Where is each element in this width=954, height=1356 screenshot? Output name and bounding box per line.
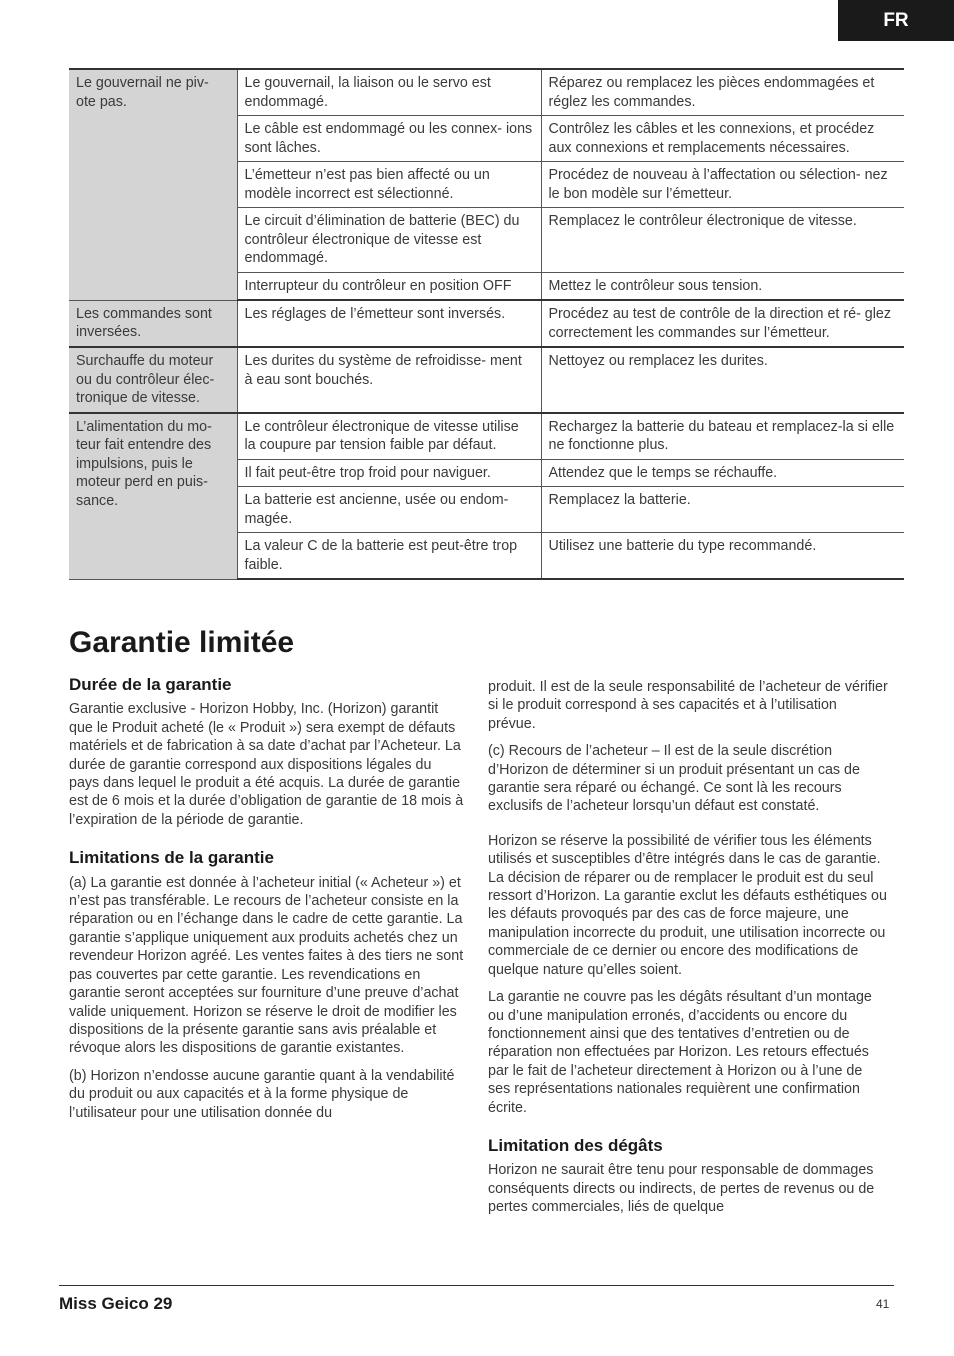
limitations-paragraph-b-continued: produit. Il est de la seule responsabilité de l’acheteur de vérifier si le produit correspond à ses capacités et à l’utilisation prévue. (488, 679, 888, 732)
duration-paragraph: Garantie exclusive - Horizon Hobby, Inc. (Horizon) garantit que le Produit acheté (le « Produit ») sera exempt de défauts matériels et de fabrication à sa date d’achat par l’Acheteur. La durée de garantie correspond aux dispositions légales du pays dans lequel le produit a été acquis. La durée de garantie est de 6 mois et la durée d’obligation de garantie de 18 mois à l’expiration de la période de garantie. (69, 701, 464, 828)
solution-cell: Mettez le contrôleur sous tension. (541, 272, 904, 300)
table-row (69, 413, 904, 460)
exclusions-paragraph: La garantie ne couvre pas les dégâts résultant d’un montage ou d’une manipulation erronés, d’accidents ou encore du fonctionnement ainsi que des tentatives d’entretien ou de réparation non effectuées par Horizon. Les retours effectués par le fait de l’acheteur directement à Horizon ou à l’une de ses représentations nationales requièrent une confirmation écrite. (488, 989, 872, 1116)
solution-cell: Procédez au test de contrôle de la direction et ré- glez correctement les commandes sur l’émetteur. (541, 300, 904, 347)
section-title: Garantie limitée (69, 626, 295, 659)
cause-cell: Le circuit d’élimination de batterie (BEC) du contrôleur électronique de vitesse est endommagé. (237, 208, 541, 273)
solution-cell: Rechargez la batterie du bateau et remplacez-la si elle ne fonctionne plus. (541, 413, 904, 460)
symptom-cell: L’alimentation du mo- teur fait entendre des impulsions, puis le moteur perd en puis- sance. (69, 413, 237, 580)
solution-cell: Attendez que le temps se réchauffe. (541, 459, 904, 487)
solution-cell: Remplacez le contrôleur électronique de vitesse. (541, 208, 904, 273)
cause-cell: Les durites du système de refroidisse- ment à eau sont bouchés. (237, 347, 541, 413)
table-row (69, 300, 904, 347)
table-row (69, 347, 904, 413)
page-number: 41 (876, 1297, 890, 1311)
limitations-paragraph-c: (c) Recours de l’acheteur – Il est de la seule discrétion d’Horizon de déterminer si un produit présentant un cas de garantie sera réparé ou échangé. Ce sont là les recours exclusifs de l’acheteur lorsqu’un défaut est constaté. (488, 743, 860, 815)
language-tab: FR (838, 0, 954, 41)
solution-cell: Procédez de nouveau à l’affectation ou sélection- nez le bon modèle sur l’émetteur. (541, 162, 904, 208)
symptom-cell: Le gouvernail ne piv- ote pas. (69, 69, 237, 300)
footer-divider (59, 1285, 894, 1286)
cause-cell: La batterie est ancienne, usée ou endom- magée. (237, 487, 541, 533)
duration-heading: Durée de la garantie (69, 675, 232, 694)
cause-cell: Les réglages de l’émetteur sont inversés. (237, 300, 541, 347)
right-column (488, 678, 888, 1226)
cause-cell: Le contrôleur électronique de vitesse utilise la coupure par tension faible par défaut. (237, 413, 541, 460)
solution-cell: Remplacez la batterie. (541, 487, 904, 533)
cause-cell: Interrupteur du contrôleur en position OFF (237, 272, 541, 300)
footer-product-name: Miss Geico 29 (59, 1294, 173, 1313)
cause-cell: L’émetteur n’est pas bien affecté ou un modèle incorrect est sélectionné. (237, 162, 541, 208)
cause-cell: Il fait peut-être trop froid pour naviguer. (237, 459, 541, 487)
troubleshooting-table (69, 68, 904, 580)
symptom-cell: Surchauffe du moteur ou du contrôleur élec- tronique de vitesse. (69, 347, 237, 413)
solution-cell: Nettoyez ou remplacez les durites. (541, 347, 904, 413)
symptom-cell: Les commandes sont inversées. (69, 300, 237, 347)
left-column (69, 676, 465, 1131)
solution-cell: Réparez ou remplacez les pièces endommagées et réglez les commandes. (541, 69, 904, 116)
limitations-paragraph-a: (a) La garantie est donnée à l’acheteur initial (« Acheteur ») et n’est pas transférable. Le recours de l’acheteur consiste en la réparation ou en l’échange dans le cadre de cette garantie. La garantie s’applique uniquement aux produits achetés chez un revendeur Horizon agréé. Les ventes faites à des tiers ne sont pas couvertes par cette garantie. Les revendications en garantie seront acceptées sur fourniture d’une preuve d’achat valide uniquement. Horizon se réserve le droit de modifier les dispositions de la présente garantie sans avis préalable et révoque alors les dispositions de garantie existantes. (69, 874, 464, 1057)
limitations-heading: Limitations de la garantie (69, 848, 274, 868)
cause-cell: Le câble est endommagé ou les connex- ions sont lâches. (237, 116, 541, 162)
limitations-paragraph-b: (b) Horizon n’endosse aucune garantie quant à la vendabilité du produit ou aux capacités et à la forme physique de l’utilisateur pour une utilisation donnée du (69, 1067, 455, 1121)
solution-cell: Contrôlez les câbles et les connexions, et procédez aux connexions et remplacements nécessaires. (541, 116, 904, 162)
solution-cell: Utilisez une batterie du type recommandé. (541, 533, 904, 580)
damages-limit-heading: Limitation des dégâts (488, 1135, 663, 1155)
verification-paragraph: Horizon se réserve la possibilité de vérifier tous les éléments utilisés et susceptibles d’être intégrés dans le cas de garantie. La décision de réparer ou de remplacer le produit est du seul ressort d’Horizon. La garantie exclut les défauts esthétiques ou les défauts provoqués par des cas de force majeure, une manipulation incorrecte du produit, une utilisation incorrecte ou commerciale de ce dernier ou encore des modifications de quelque nature qu’elles soient. (488, 832, 887, 978)
table-row (69, 69, 904, 116)
cause-cell: Le gouvernail, la liaison ou le servo est endommagé. (237, 69, 541, 116)
damages-limit-paragraph: Horizon ne saurait être tenu pour responsable de dommages conséquents directs ou indirects, de pertes de revenus ou de pertes commerciales, liés de quelque (488, 1162, 875, 1216)
cause-cell: La valeur C de la batterie est peut-être trop faible. (237, 533, 541, 580)
